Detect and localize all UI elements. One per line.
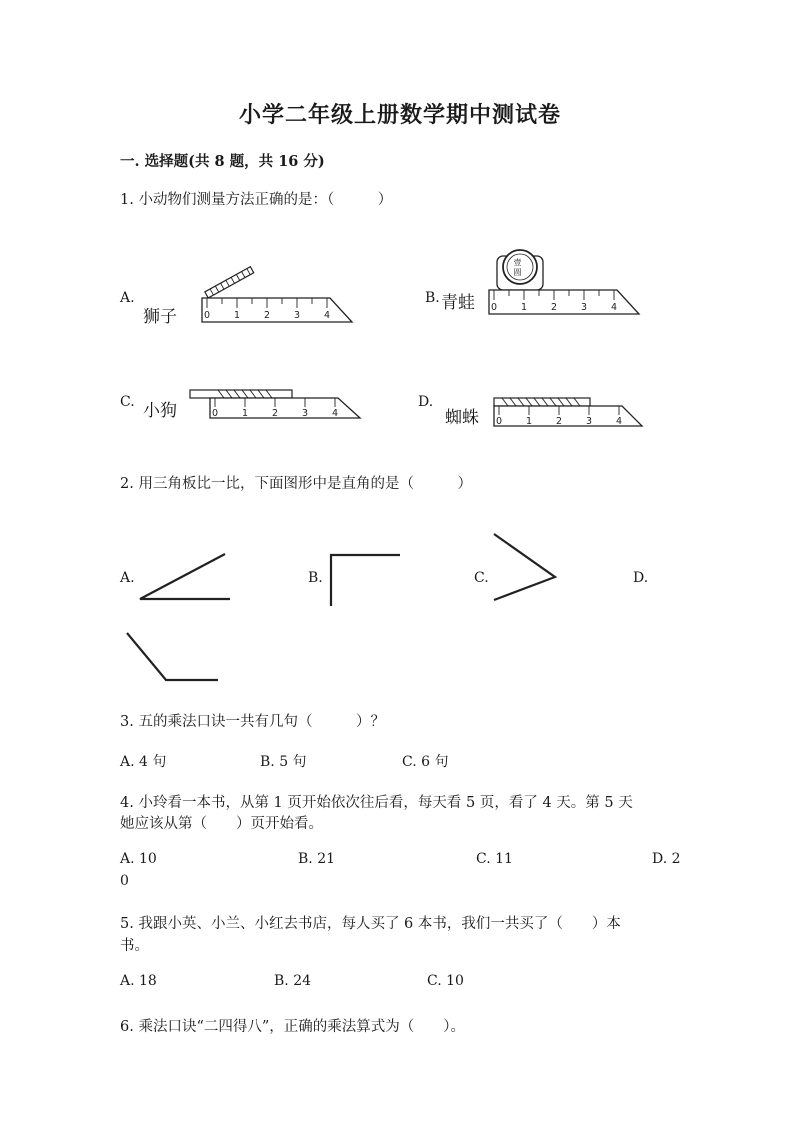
q4-option-a: A. 10 [120,851,157,867]
q5-option-a: A. 18 [120,973,157,989]
q1-d-ruler-num-1: 1 [526,416,533,427]
q1-option-a-ruler-figure [200,270,360,330]
q2-option-d-figure [120,628,225,688]
q1-b-ruler-num-4: 4 [611,302,618,313]
q1-option-b-ruler-figure [485,240,655,320]
q1-a-ruler-num-1: 1 [234,310,241,321]
question-1: 1. 小动物们测量方法正确的是：（ ） [120,192,393,208]
q1-c-object [190,390,292,398]
q5-option-b: B. 24 [274,973,312,989]
q2-option-a-figure [135,550,235,605]
q4-option-d-wrap: 0 [120,873,129,889]
q1-d-ruler-num-4: 4 [616,416,623,427]
question-4-line-2: 她应该从第（ ）页开始看。 [120,816,323,832]
q2-option-b-figure [325,550,405,610]
q1-option-a-animal: 狮子 [143,307,177,327]
q1-option-b-animal: 青蛙 [441,293,475,313]
q1-a-ruler-num-3: 3 [294,310,301,321]
section-heading: 一. 选择题(共 8 题，共 16 分) [120,153,325,170]
question-5-line-2: 书。 [120,938,149,954]
q1-b-ruler-num-0: 0 [491,302,498,313]
q1-c-ruler-num-1: 1 [242,408,249,419]
q2-option-a-label: A. [120,570,135,586]
q1-option-c-label: C. [120,394,135,410]
q1-c-ruler-num-3: 3 [302,408,309,419]
q3-option-a: A. 4 句 [120,754,167,770]
q3-option-c: C. 6 句 [402,754,449,770]
q1-b-coin-text-1: 壹 [513,258,522,267]
q1-d-ruler-num-0: 0 [496,416,503,427]
q1-a-ruler-num-4: 4 [324,310,331,321]
q1-option-d-label: D. [418,394,434,410]
q1-option-d-animal: 蜘蛛 [445,408,479,428]
page-title: 小学二年级上册数学期中测试卷 [238,102,561,128]
q1-option-c-animal: 小狗 [143,401,177,421]
q1-option-d-ruler-figure [492,396,652,432]
q1-b-ruler-num-2: 2 [551,302,558,313]
q1-c-ruler-num-0: 0 [212,408,219,419]
q1-d-object [494,398,590,406]
q1-c-ruler-num-4: 4 [332,408,339,419]
q1-option-b-label: B. [425,290,440,306]
q1-c-ruler-num-2: 2 [272,408,279,419]
q2-option-d-label: D. [633,570,649,586]
q1-a-ruler-num-2: 2 [264,310,271,321]
q4-option-b: B. 21 [298,851,336,867]
question-5-line-1: 5. 我跟小英、小兰、小红去书店，每人买了 6 本书，我们一共买了（ ）本 [120,916,621,932]
q3-option-b: B. 5 句 [260,754,307,770]
question-6: 6. 乘法口诀“二四得八”，正确的乘法算式为（ ）。 [120,1019,466,1035]
question-2: 2. 用三角板比一比，下面图形中是直角的是（ ） [120,476,472,492]
q2-option-c-figure [490,530,565,605]
question-4-line-1: 4. 小玲看一本书，从第 1 页开始依次往后看，每天看 5 页，看了 4 天。第 5 天 [120,795,633,811]
q4-option-c: C. 11 [476,851,513,867]
q1-a-ruler-num-0: 0 [204,310,211,321]
q4-option-d: D. 2 [652,851,681,867]
q1-b-coin-text-2: 圆 [513,268,522,277]
q1-b-ruler-num-3: 3 [581,302,588,313]
q5-option-c: C. 10 [427,973,464,989]
q1-option-a-label: A. [120,290,135,306]
q1-b-coin [503,250,537,284]
q1-b-ruler-num-1: 1 [521,302,528,313]
q1-d-ruler-num-3: 3 [586,416,593,427]
q2-option-b-label: B. [308,570,323,586]
q1-option-c-ruler-figure [188,388,368,428]
q1-d-ruler-num-2: 2 [556,416,563,427]
q2-option-c-label: C. [474,570,489,586]
question-3: 3. 五的乘法口诀一共有几句（ ）？ [120,714,385,730]
